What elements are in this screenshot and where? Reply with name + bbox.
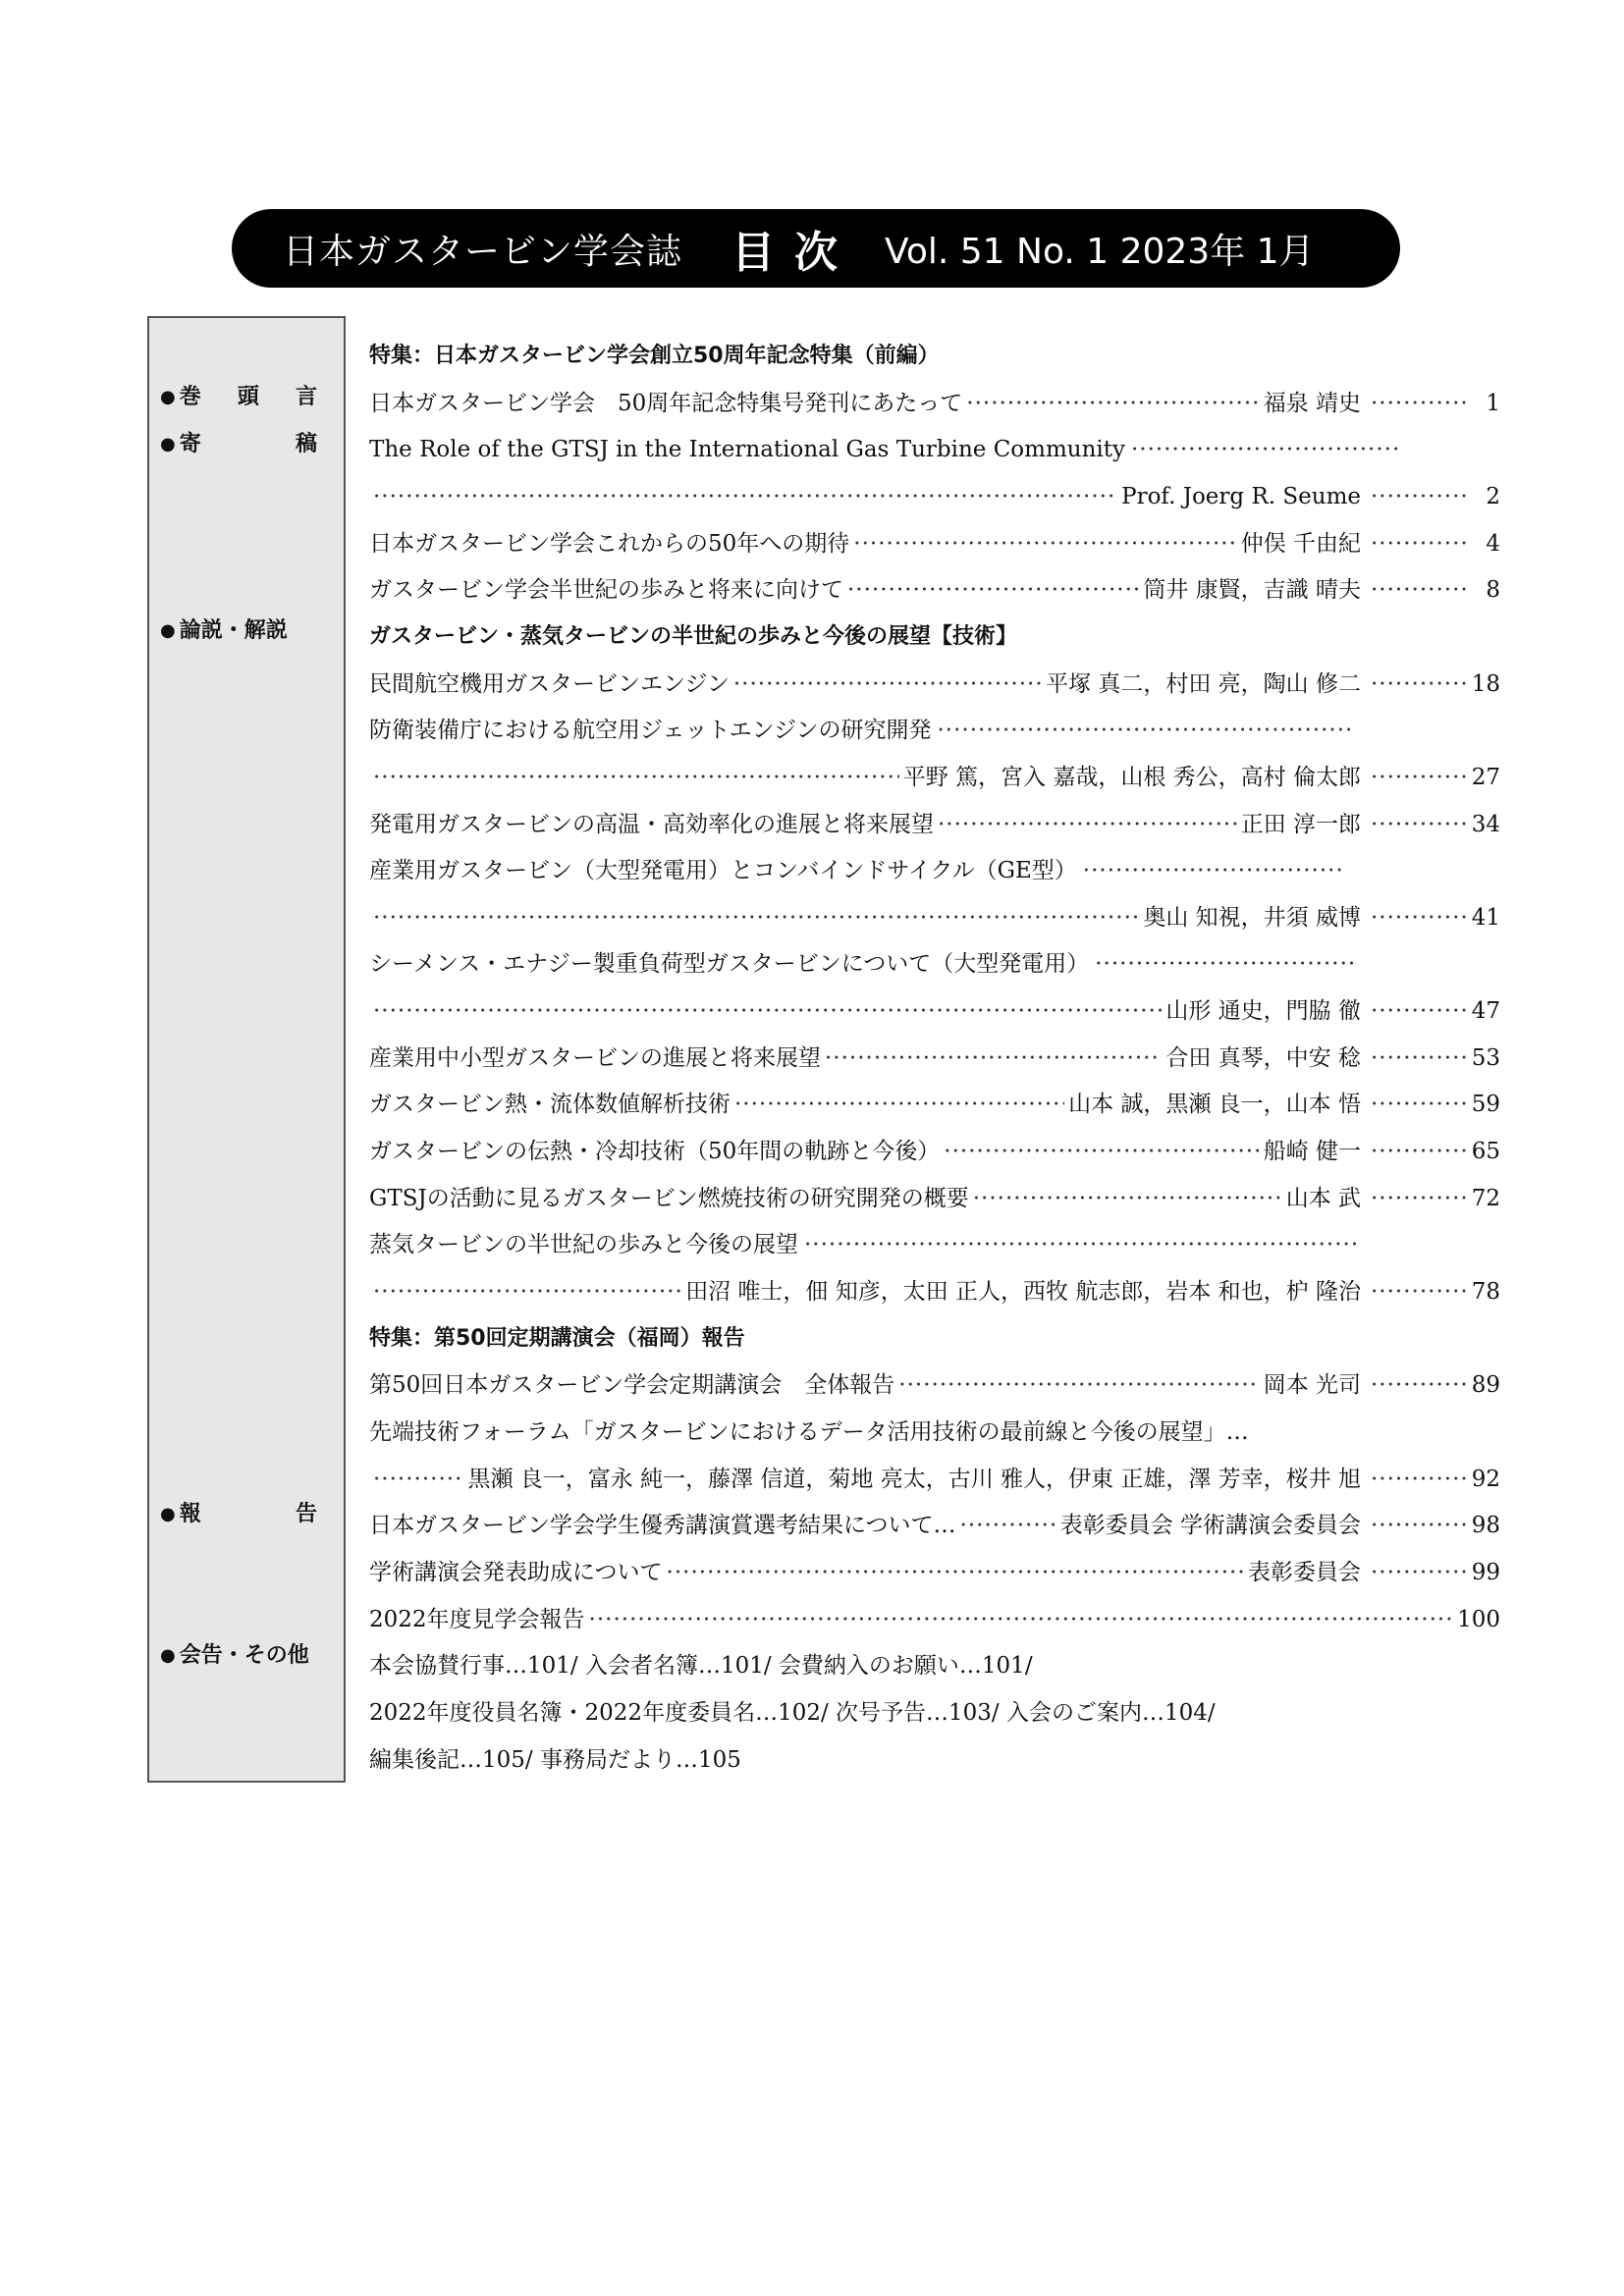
- leader-dots: [960, 1503, 1056, 1548]
- category-kantogen: [160, 378, 317, 417]
- entry-title: 学術講演会発表助成について: [369, 1560, 663, 1585]
- entry-authors: 黒瀬 良一，富永 純一，藤澤 信道，菊地 亮太，古川 雅人，伊東 正雄，澤 芳幸，桜井 旭: [467, 1467, 1361, 1492]
- page-leader-dots: [1371, 895, 1467, 940]
- leader-dots: [373, 895, 1139, 940]
- leader-dots: [667, 1550, 1244, 1595]
- section-heading: 特集：日本ガスタービン学会創立50周年記念特集（前編）: [369, 344, 940, 368]
- toc-entry: [369, 802, 1500, 847]
- entry-title: 2022年度見学会報告: [369, 1607, 585, 1632]
- toc-entry: [369, 1269, 1500, 1314]
- leader-dots: [373, 1457, 464, 1502]
- page-leader-dots: [1371, 988, 1467, 1034]
- page-number: 53: [1471, 1045, 1500, 1071]
- toc-heading: 目次: [731, 228, 858, 278]
- page-leader-dots: [1371, 1362, 1467, 1408]
- toc-entry: [369, 1597, 1500, 1642]
- leader-dots: [804, 1222, 1357, 1267]
- page-number: 92: [1471, 1467, 1500, 1492]
- category-label: 論説・解説: [179, 618, 288, 643]
- section-heading: 特集：第50回定期講演会（福岡）報告: [369, 1326, 745, 1351]
- leader-dots: [373, 755, 899, 800]
- bullet-icon: ●: [160, 387, 176, 407]
- entry-title: 産業用中小型ガスタービンの進展と将来展望: [369, 1045, 821, 1071]
- section-heading: ガスタービン・蒸気タービンの半世紀の歩みと今後の展望【技術】: [369, 624, 1018, 649]
- leader-dots: [373, 1269, 681, 1314]
- page-number: 65: [1471, 1139, 1500, 1164]
- toc-entry-title-line: [369, 941, 1500, 987]
- entry-authors: 岡本 光司: [1263, 1372, 1361, 1398]
- page-leader-dots: [1371, 1176, 1467, 1221]
- toc-line: 2022年度役員名簿・2022年度委員名…102/ 次号予告…103/ 入会のご案内…104/: [369, 1700, 1216, 1726]
- leader-dots: [938, 802, 1237, 847]
- leader-dots: [944, 1129, 1259, 1174]
- entry-title: 日本ガスタービン学会 50周年記念特集号発刊にあたって: [369, 391, 963, 416]
- journal-title: 日本ガスタービン学会誌: [283, 231, 683, 272]
- issue-info: Vol. 51 No. 1 2023年 1月: [885, 231, 1315, 272]
- entry-authors: 平塚 真二，村田 亮，陶山 修二: [1046, 671, 1361, 697]
- toc-entry: [369, 755, 1500, 800]
- toc-entry: [369, 662, 1500, 707]
- toc-entry: [369, 1176, 1500, 1221]
- entry-title: 発電用ガスタービンの高温・高効率化の進展と将来展望: [369, 812, 934, 837]
- bullet-icon: ●: [160, 620, 176, 641]
- toc-entry: [369, 1036, 1500, 1081]
- entry-authors: 正田 淳一郎: [1240, 812, 1361, 837]
- toc-entry: [369, 521, 1500, 566]
- toc-entry: [369, 1082, 1500, 1127]
- category-hokoku: [160, 1495, 317, 1534]
- entry-authors: 福泉 靖史: [1263, 391, 1361, 416]
- toc-entry-title-line: [369, 1222, 1500, 1267]
- entry-authors: Prof. Joerg R. Seume: [1121, 484, 1361, 509]
- page-leader-dots: [1371, 1503, 1467, 1548]
- entry-authors: 山本 武: [1285, 1186, 1361, 1211]
- page-number: 100: [1457, 1607, 1500, 1632]
- leader-dots: [1131, 427, 1402, 472]
- leader-dots: [589, 1597, 1454, 1642]
- leader-dots: [734, 1082, 1064, 1127]
- leader-dots: [937, 708, 1354, 753]
- toc-line: 本会協賛行事…101/ 入会者名簿…101/ 会費納入のお願い…101/: [369, 1653, 1033, 1679]
- entry-title: ガスタービン熱・流体数値解析技術: [369, 1092, 731, 1117]
- bullet-icon: ●: [160, 1504, 176, 1524]
- page-leader-dots: [1371, 1457, 1467, 1502]
- entry-authors: 山形 通史，門脇 徹: [1165, 998, 1361, 1024]
- entry-title: 第50回日本ガスタービン学会定期講演会 全体報告: [369, 1372, 895, 1398]
- page-number: 34: [1471, 812, 1500, 837]
- toc-line: 編集後記…105/ 事務局だより…105: [369, 1747, 741, 1773]
- entry-title: 防衛装備庁における航空用ジェットエンジンの研究開発: [369, 718, 932, 743]
- page-leader-dots: [1371, 1082, 1467, 1127]
- entry-title: 蒸気タービンの半世紀の歩みと今後の展望: [369, 1232, 798, 1257]
- leader-dots: [966, 381, 1259, 426]
- toc-entry: [369, 1457, 1500, 1502]
- page-leader-dots: [1371, 802, 1467, 847]
- page-number: 59: [1471, 1092, 1500, 1117]
- page-leader-dots: [1371, 474, 1467, 519]
- entry-authors: 表彰委員会 学術講演会委員会: [1059, 1513, 1361, 1538]
- toc-line: 先端技術フォーラム「ガスタービンにおけるデータ活用技術の最前線と今後の展望」…: [369, 1419, 1249, 1445]
- page-number: 99: [1471, 1560, 1500, 1585]
- leader-dots: [853, 521, 1236, 566]
- entry-title: シーメンス・エナジー製重負荷型ガスタービンについて（大型発電用）: [369, 951, 1090, 977]
- page-leader-dots: [1371, 1129, 1467, 1174]
- entry-authors: 仲俣 千由紀: [1240, 531, 1361, 557]
- page-number: 8: [1486, 577, 1500, 603]
- entry-authors: 田沼 唯士，佃 知彦，太田 正人，西牧 航志郎，岩本 和也，枦 隆治: [685, 1279, 1361, 1305]
- leader-dots: [898, 1362, 1259, 1408]
- category-kiko: [160, 425, 317, 464]
- leader-dots: [733, 662, 1042, 707]
- page-number: 78: [1471, 1279, 1500, 1305]
- bullet-icon: ●: [160, 1645, 176, 1666]
- entry-authors: 合田 真琴，中安 稔: [1165, 1045, 1361, 1071]
- toc-banner: [232, 209, 1400, 288]
- entry-authors: 平野 篤，宮入 嘉哉，山根 秀公，高村 倫太郎: [902, 765, 1361, 790]
- leader-dots: [373, 474, 1117, 519]
- entry-title: 日本ガスタービン学会これからの50年への期待: [369, 531, 850, 557]
- entry-authors: 筒井 康賢，吉識 晴夫: [1143, 577, 1361, 603]
- toc-entry-title-line: [369, 708, 1500, 753]
- bullet-icon: ●: [160, 434, 176, 454]
- page-leader-dots: [1371, 567, 1467, 613]
- page-number: 18: [1471, 671, 1500, 697]
- page-number: 72: [1471, 1186, 1500, 1211]
- leader-dots: [825, 1036, 1162, 1081]
- entry-title: 日本ガスタービン学会学生優秀講演賞選考結果について…: [369, 1513, 956, 1538]
- page-number: 98: [1471, 1513, 1500, 1538]
- category-sidebar: [147, 316, 346, 1783]
- page-leader-dots: [1371, 1550, 1467, 1595]
- leader-dots: [1083, 848, 1342, 893]
- page-number: 47: [1471, 998, 1500, 1024]
- category-label: 会告・その他: [179, 1643, 309, 1668]
- page-leader-dots: [1371, 755, 1467, 800]
- page-leader-dots: [1371, 381, 1467, 426]
- page-number: 1: [1486, 391, 1500, 416]
- category-label: 寄 稿: [179, 432, 317, 456]
- page-number: 4: [1486, 531, 1500, 557]
- leader-dots: [1095, 941, 1354, 987]
- page-number: 2: [1486, 484, 1500, 509]
- toc-entry-title-line: [369, 427, 1500, 472]
- leader-dots: [373, 988, 1162, 1034]
- toc-entry: [369, 567, 1500, 613]
- toc-entry: [369, 895, 1500, 940]
- page-leader-dots: [1371, 1036, 1467, 1081]
- entry-title: The Role of the GTSJ in the International Gas Turbine Community: [369, 437, 1125, 462]
- page-leader-dots: [1371, 1269, 1467, 1314]
- page-leader-dots: [1371, 662, 1467, 707]
- entry-authors: 山本 誠，黒瀬 良一，山本 悟: [1068, 1092, 1361, 1117]
- entry-authors: 船崎 健一: [1263, 1139, 1361, 1164]
- leader-dots: [973, 1176, 1282, 1221]
- page-number: 41: [1471, 905, 1500, 931]
- page-leader-dots: [1371, 521, 1467, 566]
- toc-entry: [369, 1503, 1500, 1548]
- toc-entry: [369, 474, 1500, 519]
- category-label: 巻 頭 言: [179, 385, 317, 409]
- category-label: 報 告: [179, 1502, 317, 1526]
- entry-title: 産業用ガスタービン（大型発電用）とコンバインドサイクル（GE型）: [369, 858, 1077, 883]
- toc-entry: [369, 1550, 1500, 1595]
- toc-entry: [369, 1362, 1500, 1408]
- entry-title: ガスタービンの伝熱・冷却技術（50年間の軌跡と今後）: [369, 1139, 941, 1164]
- toc-entry-title-line: [369, 848, 1500, 893]
- entry-authors: 表彰委員会: [1248, 1560, 1361, 1585]
- toc-entry: [369, 1129, 1500, 1174]
- page-number: 89: [1471, 1372, 1500, 1398]
- leader-dots: [847, 567, 1139, 613]
- category-kaikoku-sonota: [160, 1636, 317, 1676]
- toc-entry: [369, 988, 1500, 1034]
- entry-title: ガスタービン学会半世紀の歩みと将来に向けて: [369, 577, 843, 603]
- entry-title: GTSJの活動に見るガスタービン燃焼技術の研究開発の概要: [369, 1186, 969, 1211]
- entry-authors: 奥山 知視，井須 威博: [1143, 905, 1361, 931]
- category-ronsetsu-kaisetsu: [160, 612, 317, 651]
- entry-title: 民間航空機用ガスタービンエンジン: [369, 671, 730, 697]
- page-number: 27: [1471, 765, 1500, 790]
- toc-entry: [369, 381, 1500, 426]
